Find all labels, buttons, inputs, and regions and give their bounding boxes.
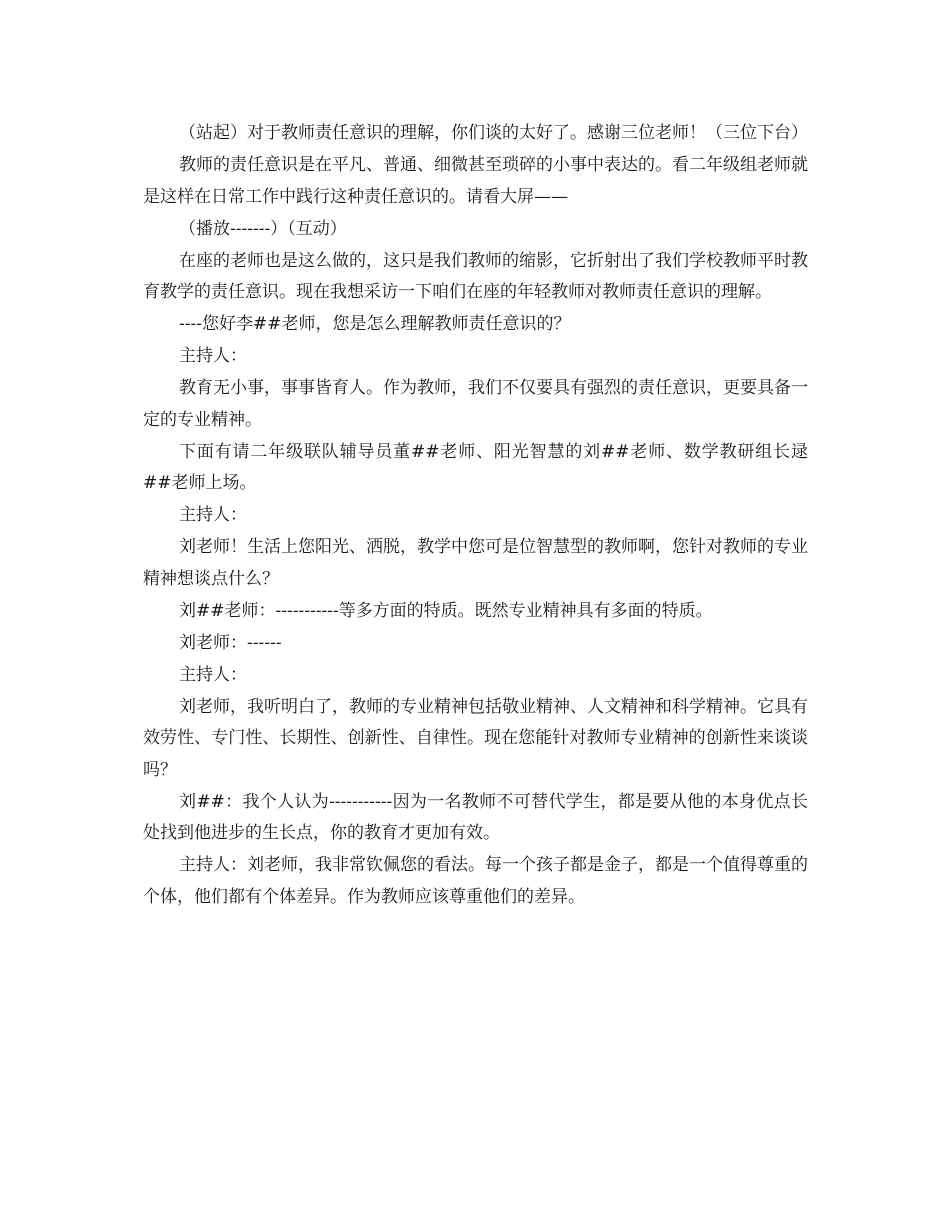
paragraph: （站起）对于教师责任意识的理解，你们谈的太好了。感谢三位老师！（三位下台） [179,123,808,143]
paragraph: 刘##：我个人认为-----------因为一名教师不可替代学生，都是要从他的本身优点长处找到他进步的生长点，你的教育才更加有效。 [143,791,808,843]
paragraph: （播放-------）（互动） [179,218,347,239]
paragraph: 刘老师，我听明白了，教师的专业精神包括敬业精神、人文精神和科学精神。它具有效劳性、专门性、长期性、创新性、自律性。现在您能针对教师专业精神的创新性来谈谈吗？ [143,696,808,780]
paragraph: 教育无小事，事事皆育人。作为教师，我们不仅要具有强烈的责任意识，更要具备一定的专业精神。 [143,378,808,430]
paragraph: 主持人： [179,346,247,366]
paragraph: 教师的责任意识是在平凡、普通、细微甚至琐碎的小事中表达的。看二年级组老师就是这样在日常工作中践行这种责任意识的。请看大屏—— [143,155,808,207]
paragraph: 刘##老师：-----------等多方面的特质。既然专业精神具有多面的特质。 [179,600,713,621]
paragraph: 刘老师：------ [179,632,282,653]
paragraph: 下面有请二年级联队辅导员董##老师、阳光智慧的刘##老师、数学教研组长逯##老师上场。 [143,441,808,493]
paragraph: ----您好李##老师，您是怎么理解教师责任意识的？ [179,314,571,334]
paragraph: 主持人：刘老师，我非常钦佩您的看法。每一个孩子都是金子，都是一个值得尊重的个体，他们都有个体差异。作为教师应该尊重他们的差异。 [143,855,808,907]
paragraph: 在座的老师也是这么做的，这只是我们教师的缩影，它折射出了我们学校教师平时教育教学的责任意识。现在我想采访一下咱们在座的年轻教师对教师责任意识的理解。 [143,250,808,302]
paragraph: 主持人： [179,664,247,685]
paragraph: 主持人： [179,505,247,525]
paragraph: 刘老师！生活上您阳光、洒脱，教学中您可是位智慧型的教师啊，您针对教师的专业精神想谈点什么？ [143,537,808,589]
document-body [143,118,808,914]
